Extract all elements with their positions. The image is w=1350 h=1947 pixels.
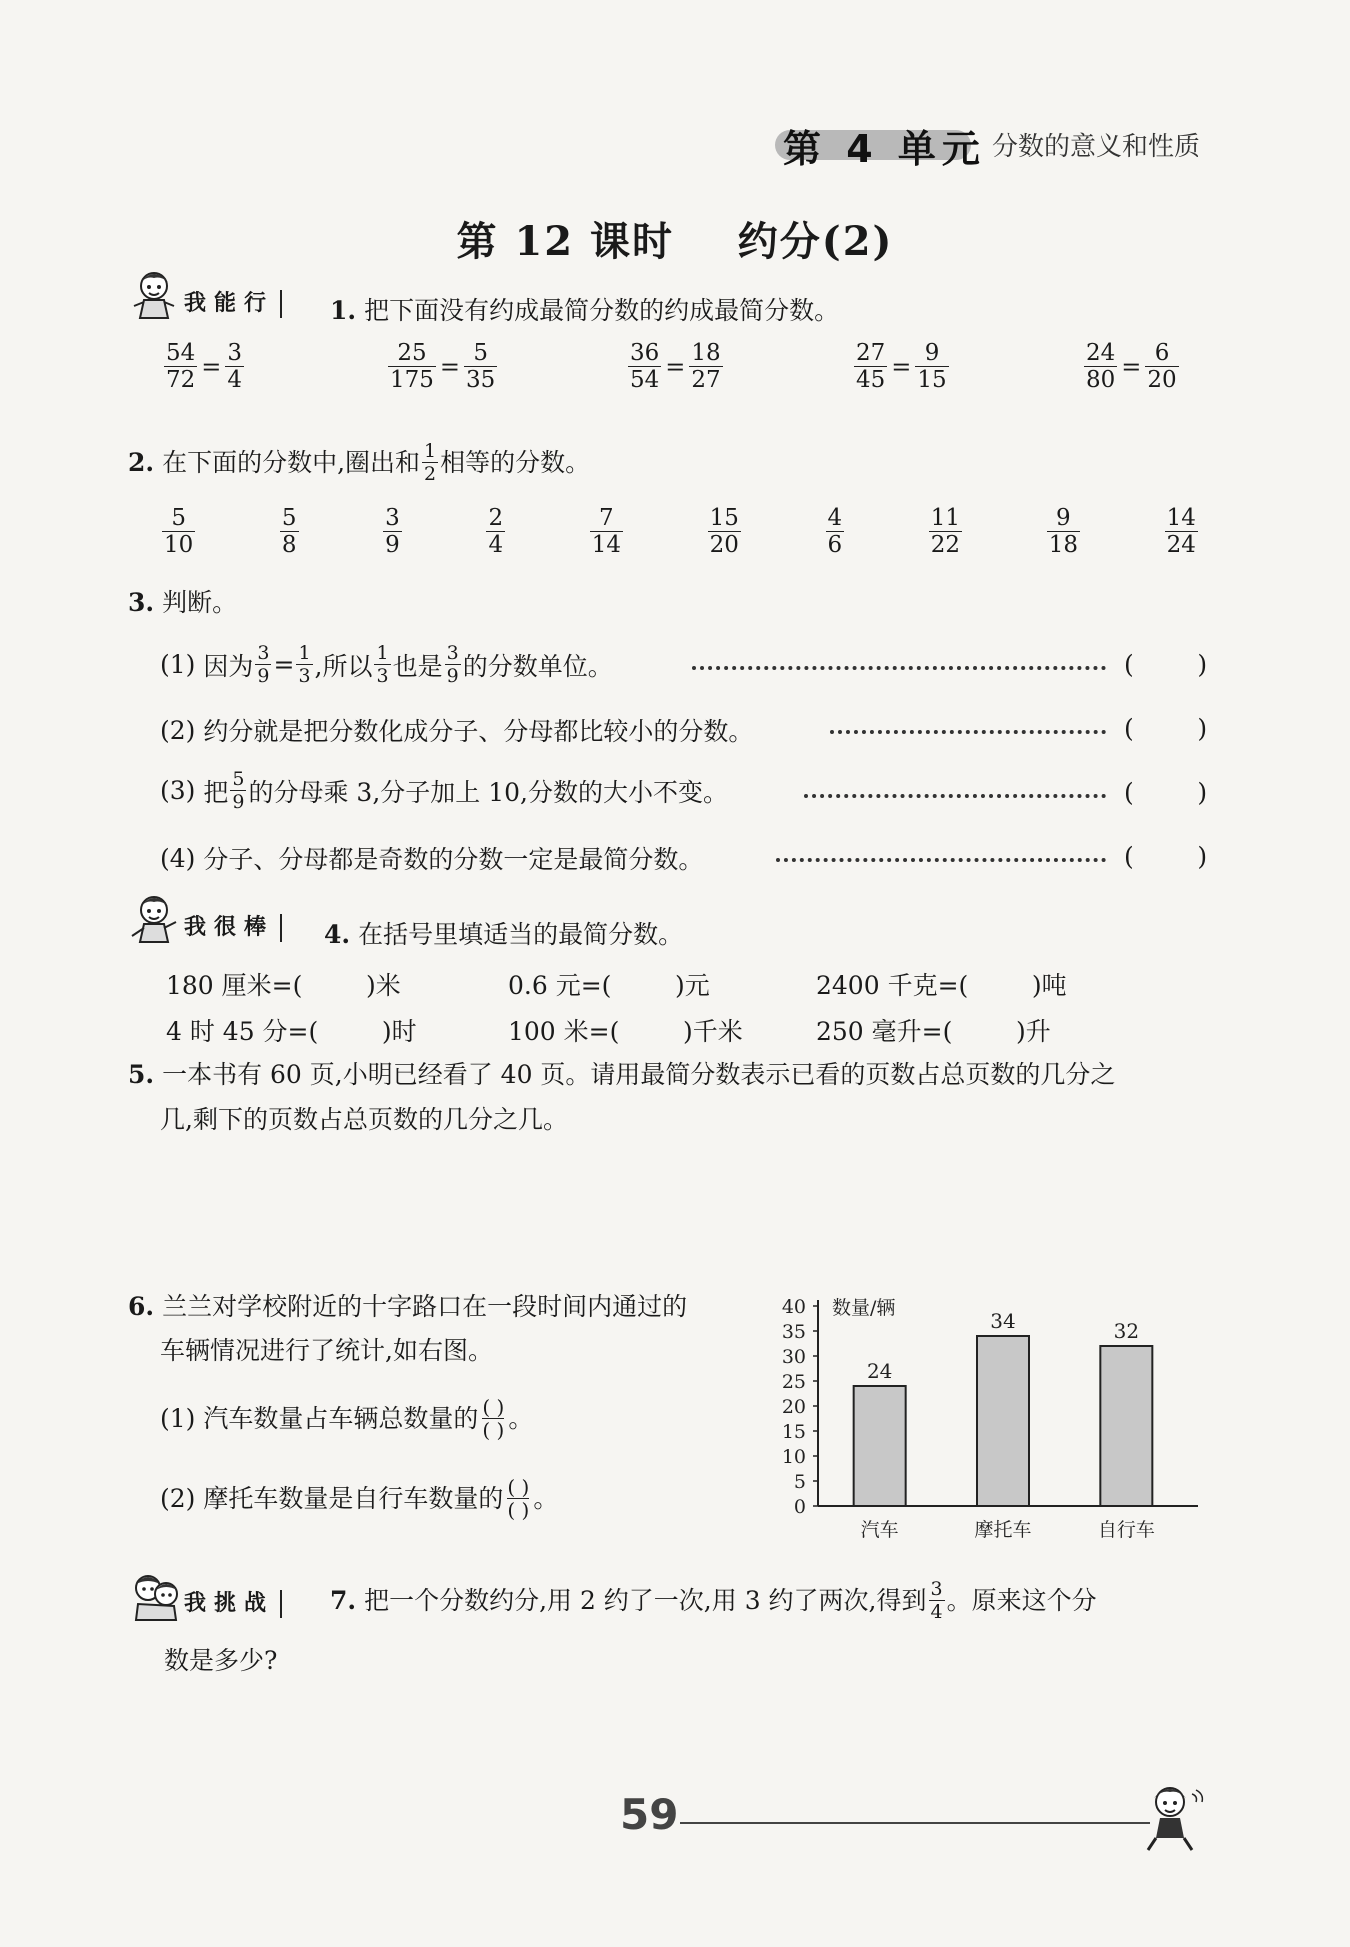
q2-fraction-list xyxy=(160,505,1200,558)
y-tick-label: 40 xyxy=(781,1296,806,1318)
x-category-label: 自行车 xyxy=(1097,1519,1155,1541)
question-text: 一本书有 60 页,小明已经看了 40 页。请用最简分数表示已看的页数占总页数的几分之 xyxy=(162,1060,1116,1089)
mascot-boy-icon xyxy=(1140,1780,1208,1856)
fraction: $\frac{36}{54}$ xyxy=(630,340,660,393)
mascot-girl-icon xyxy=(128,268,184,326)
fill-blank[interactable]: 0.6 元=( )元 xyxy=(508,971,710,1000)
fraction: $\frac{24}{80}$ xyxy=(1086,340,1116,393)
mascot-kids-icon xyxy=(128,1568,184,1626)
bar-汽车 xyxy=(854,1386,906,1506)
question-6 xyxy=(128,1290,687,1324)
y-tick-label: 10 xyxy=(781,1446,806,1468)
y-tick-label: 0 xyxy=(793,1496,806,1518)
x-category-label: 摩托车 xyxy=(974,1519,1032,1541)
fraction-option[interactable]: $\frac{4}{6}$ xyxy=(827,505,843,558)
question-5-line2: 几,剩下的页数占总页数的几分之几。 xyxy=(160,1105,568,1134)
fraction-option[interactable]: $\frac{2}{4}$ xyxy=(488,505,504,558)
fraction-option[interactable]: $\frac{5}{8}$ xyxy=(281,505,297,558)
leader-dots xyxy=(830,730,1106,734)
question-text: 把下面没有约成最简分数的约成最简分数。 xyxy=(364,296,840,325)
fill-blank[interactable]: 180 厘米=( )米 xyxy=(166,971,401,1000)
question-text: 兰兰对学校附近的十字路口在一段时间内通过的 xyxy=(162,1292,688,1321)
y-tick-label: 5 xyxy=(793,1471,806,1493)
q1-item-5: $\frac{24}{80}$ = $\frac{6}{20}$ xyxy=(1086,340,1177,393)
y-tick-label: 30 xyxy=(781,1346,806,1368)
judge-item-3: (3) 把 $\frac{5}{9}$ 的分母乘 3,分子加上 10,分数的大小不变。 xyxy=(160,768,728,813)
unit-title: 分数的意义和性质 xyxy=(992,132,1201,162)
question-text: 在下面的分数中,圈出和 xyxy=(162,447,421,477)
answer-paren[interactable]: ( ) xyxy=(1124,778,1208,807)
fraction-option[interactable]: $\frac{11}{22}$ xyxy=(930,505,961,558)
q1-item-3: $\frac{36}{54}$ = $\frac{18}{27}$ xyxy=(630,340,721,393)
leader-dots xyxy=(804,794,1106,798)
answer-paren[interactable]: ( ) xyxy=(1124,842,1208,871)
footer-rule xyxy=(680,1822,1150,1824)
question-7-line2: 数是多少? xyxy=(164,1646,278,1675)
fraction: $\frac{18}{27}$ xyxy=(691,340,721,393)
leader-dots xyxy=(776,858,1106,862)
answer-fraction[interactable]: ( ) ( ) xyxy=(507,1475,530,1522)
fraction-option[interactable]: $\frac{3}{9}$ xyxy=(385,505,400,558)
question-number: 1. xyxy=(330,296,357,325)
x-category-label: 汽车 xyxy=(860,1519,899,1541)
question-number: 5. xyxy=(128,1060,155,1089)
question-number: 2. xyxy=(128,447,155,477)
answer-fraction[interactable]: ( ) ( ) xyxy=(482,1395,505,1442)
question-text: 在括号里填适当的最简分数。 xyxy=(358,920,684,949)
fraction-option[interactable]: $\frac{15}{20}$ xyxy=(709,505,739,558)
fill-blank[interactable]: 100 米=( )千米 xyxy=(508,1017,743,1046)
lesson-title: 第 12 课时 约分(2) xyxy=(456,218,894,265)
question-text: 把一个分数约分,用 2 约了一次,用 3 约了两次,得到 xyxy=(364,1585,927,1615)
badge-label: 我挑战 xyxy=(184,1590,282,1618)
question-number: 6. xyxy=(128,1292,155,1321)
badge-label: 我能行 xyxy=(184,290,282,318)
fill-blank[interactable]: 250 毫升=( )升 xyxy=(816,1017,1051,1046)
question-number: 3. xyxy=(128,588,155,617)
question-text-end: 。原来这个分 xyxy=(946,1585,1097,1615)
fraction-option[interactable]: $\frac{14}{24}$ xyxy=(1166,505,1196,558)
fraction: $\frac{25}{175}$ xyxy=(390,340,434,393)
vehicle-bar-chart xyxy=(770,1290,1210,1550)
y-tick-label: 15 xyxy=(781,1421,806,1443)
fraction: $\frac{54}{72}$ xyxy=(166,340,196,393)
question-6-sub2: (2) 摩托车数量是自行车数量的 ( ) ( ) 。 xyxy=(160,1475,559,1522)
question-number: 7. xyxy=(330,1585,357,1615)
leader-dots xyxy=(692,666,1106,670)
y-tick-label: 25 xyxy=(781,1371,806,1393)
question-4 xyxy=(324,918,683,952)
badge-label: 我很棒 xyxy=(184,914,282,942)
bar-value-label: 24 xyxy=(866,1359,893,1383)
bar-value-label: 32 xyxy=(1113,1319,1140,1343)
judge-item-2: (2) 约分就是把分数化成分子、分母都比较小的分数。 xyxy=(160,715,754,746)
mascot-girl-icon xyxy=(128,892,184,950)
q1-item-2: $\frac{25}{175}$ = $\frac{5}{35}$ xyxy=(390,340,496,393)
bar-摩托车 xyxy=(977,1336,1029,1506)
bar-自行车 xyxy=(1100,1346,1152,1506)
answer-paren[interactable]: ( ) xyxy=(1124,714,1208,743)
question-5 xyxy=(128,1058,1115,1092)
fraction: $\frac{1}{2}$ xyxy=(424,440,437,485)
question-7 xyxy=(330,1578,1097,1623)
fraction-option[interactable]: $\frac{7}{14}$ xyxy=(591,505,621,558)
y-axis-label: 数量/辆 xyxy=(832,1297,896,1319)
question-3 xyxy=(128,586,237,620)
fraction: $\frac{9}{15}$ xyxy=(917,340,947,393)
judge-item-1: (1) 因为 $\frac{3}{9}$ = $\frac{1}{3}$ ,所以 $\frac{1}{3}$ 也是 $\frac{3}{9}$ 的分数单位。 xyxy=(160,642,613,687)
fraction: $\frac{3}{4}$ xyxy=(227,340,243,393)
fraction: $\frac{3}{4}$ xyxy=(930,1578,943,1623)
y-tick-label: 35 xyxy=(781,1321,806,1343)
bar-value-label: 34 xyxy=(990,1309,1016,1333)
unit-label: 第 4 单元 xyxy=(783,127,986,171)
fill-blank[interactable]: 4 时 45 分=( )时 xyxy=(166,1017,417,1046)
fill-blank[interactable]: 2400 千克=( )吨 xyxy=(816,971,1067,1000)
answer-paren[interactable]: ( ) xyxy=(1124,650,1208,679)
fraction: $\frac{6}{20}$ xyxy=(1147,340,1177,393)
judge-item-4: (4) 分子、分母都是奇数的分数一定是最简分数。 xyxy=(160,843,704,874)
y-tick-label: 20 xyxy=(781,1396,806,1418)
fraction-option[interactable]: $\frac{5}{10}$ xyxy=(164,505,194,558)
question-number: 4. xyxy=(324,920,351,949)
question-text-end: 相等的分数。 xyxy=(440,447,591,477)
fraction-option[interactable]: $\frac{9}{18}$ xyxy=(1048,505,1078,558)
question-text: 判断。 xyxy=(162,588,238,617)
fraction: $\frac{27}{45}$ xyxy=(856,340,886,393)
question-1 xyxy=(330,294,839,328)
question-6-sub1: (1) 汽车数量占车辆总数量的 ( ) ( ) 。 xyxy=(160,1395,534,1442)
question-6-line2: 车辆情况进行了统计,如右图。 xyxy=(160,1336,493,1365)
fraction: $\frac{5}{35}$ xyxy=(466,340,496,393)
unit-badge xyxy=(775,118,986,171)
q1-item-4: $\frac{27}{45}$ = $\frac{9}{15}$ xyxy=(856,340,947,393)
page-number: 59 xyxy=(620,1790,679,1839)
question-2 xyxy=(128,440,590,485)
q1-item-1: $\frac{54}{72}$ = $\frac{3}{4}$ xyxy=(166,340,243,393)
